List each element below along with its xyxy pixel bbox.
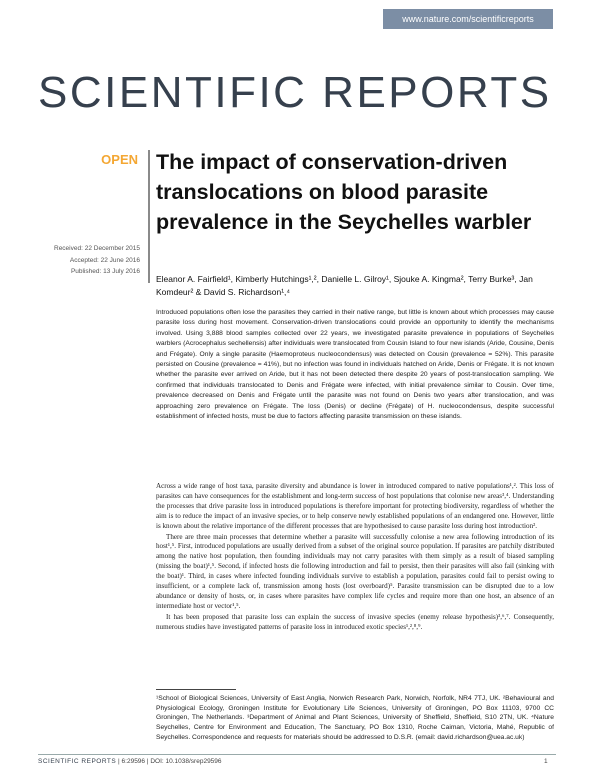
page-footer bbox=[38, 758, 222, 765]
article-body bbox=[156, 482, 554, 634]
published-date: Published: 13 July 2016 bbox=[70, 268, 140, 275]
page-number: 1 bbox=[544, 758, 548, 765]
footer-journal-name: SCIENTIFIC REPORTS bbox=[38, 758, 117, 765]
body-paragraph-3: It has been proposed that parasite loss can explain the success of invasive species (enemy release hypothesis)³,⁶,⁷. Consequently, numerous studies have investigated patterns of parasite loss in introduced exotic species¹,²,⁸,⁹. bbox=[156, 612, 554, 631]
affiliations-footnote: ¹School of Biological Sciences, University of East Anglia, Norwich Research Park, Norwich, Norfolk, NR4 7TJ, UK. ²Behavioural and Physiological Ecology, Groningen Institute for Evolutionary Life Sciences, University of Groningen, PO Box 11103, 9700 CC Groningen, The Netherlands. ³Department of Animal and Plant Sciences, University of Sheffield, Sheffield, S10 2TN, UK. ⁴Nature Seychelles, Centre for Environment and Education, The Sanctuary, PO Box 1310, Roche Caiman, Victoria, Mahé, Republic of Seychelles. Correspondence and requests for materials should be addressed to D.S.R. (email: david.richardson@uea.ac.uk) bbox=[156, 695, 554, 741]
journal-url-link[interactable]: www.nature.com/scientificreports bbox=[383, 9, 553, 29]
author-list: Eleanor A. Fairfield¹, Kimberly Hutchings¹,², Danielle L. Gilroy¹, Sjouke A. Kingma², Terry Burke³, Jan Komdeur² & David S. Richardson¹,⁴ bbox=[156, 274, 533, 297]
received-date: Received: 22 December 2015 bbox=[54, 245, 140, 252]
body-paragraph-2: There are three main processes that determine whether a parasite will successfully colonise a new area following introduction of its host¹,⁵. First, introduced populations are usually derived from a subset of the original source population. If parasites are patchily distributed among the native host population, then founding individuals may not carry parasites with them simply as a result of biased sampling (missing the boat)¹,⁵. Second, if infected hosts die following introduction and fail to persist, then their parasites will also fail (sinking with the boat)¹. Third, in cases where infected founding individuals survive to establish a population, parasites could fail to persist owing to insufficient, or a complete lack of, transmission among hosts (lost overboard)⁵. Parasite transmission can be disrupted due to a low abundance or density of hosts, or, in cases where parasites have complex life cycles and require more than one host, an absence of an intermediate host or vector¹,⁵. bbox=[156, 532, 554, 610]
footer-divider bbox=[38, 754, 556, 755]
open-access-label: OPEN bbox=[101, 152, 138, 167]
footnote-divider bbox=[156, 689, 236, 690]
article-title: The impact of conservation-driven translocations on blood parasite prevalence in the Seychelles warbler bbox=[156, 150, 532, 234]
journal-logo: SCIENTIFIC REPORTS bbox=[38, 68, 552, 117]
accepted-date: Accepted: 22 June 2016 bbox=[69, 256, 140, 264]
article-dates bbox=[20, 243, 140, 278]
abstract: Introduced populations often lose the parasites they carried in their native range, but little is known about which processes may cause parasite loss during host movement. Conservation-driven translocations could provide an opportunity to identify the mechanisms involved. Using 3,888 blood samples collected over 22 years, we investigated parasite prevalence in populations of Seychelles warblers (Acrocephalus sechellensis) after individuals were translocated from Cousin Island to four new islands (Aride, Cousine, Denis and Frégate). Only a single parasite (Haemoproteus nucleocondensus) was detected on Cousin (prevalence = 52%). This parasite persisted on Cousine (prevalence = 41%), but no infection was found in individuals hatched on Aride, Denis or Frégate. It is not known whether the parasite ever arrived on Aride, but it has not been detected there despite 20 years of post-translocation sampling. We confirmed that individuals translocated to Denis and Frégate were infected, with initial prevalence similar to Cousin. Over time, prevalence decreased on Denis and Frégate until the parasite was not found on Denis two years after translocation, and was approaching zero prevalence on Frégate. The loss (Denis) or decline (Frégate) of H. nucleocondensus, despite successful establishment of infected hosts, must be due to factors affecting parasite transmission on these islands. bbox=[156, 309, 554, 421]
body-paragraph-1: Across a wide range of host taxa, parasite diversity and abundance is lower in introduced compared to native populations¹,². This loss of parasites can have consequences for the establishment and long-term success of host populations that colonise new areas³,⁴. Understanding the processes that drive parasite loss in introduced populations is therefore important for protecting biodiversity, regardless of whether the aim is to reduce the impact of an invasive species, or to help conserve newly established populations of an endangered one. However, little is known about the relative importance of the different processes that are hypothesised to cause parasite loss during host introduction². bbox=[156, 482, 554, 530]
title-divider bbox=[148, 150, 150, 283]
footer-citation: | 6:29596 | DOI: 10.1038/srep29596 bbox=[118, 758, 222, 765]
